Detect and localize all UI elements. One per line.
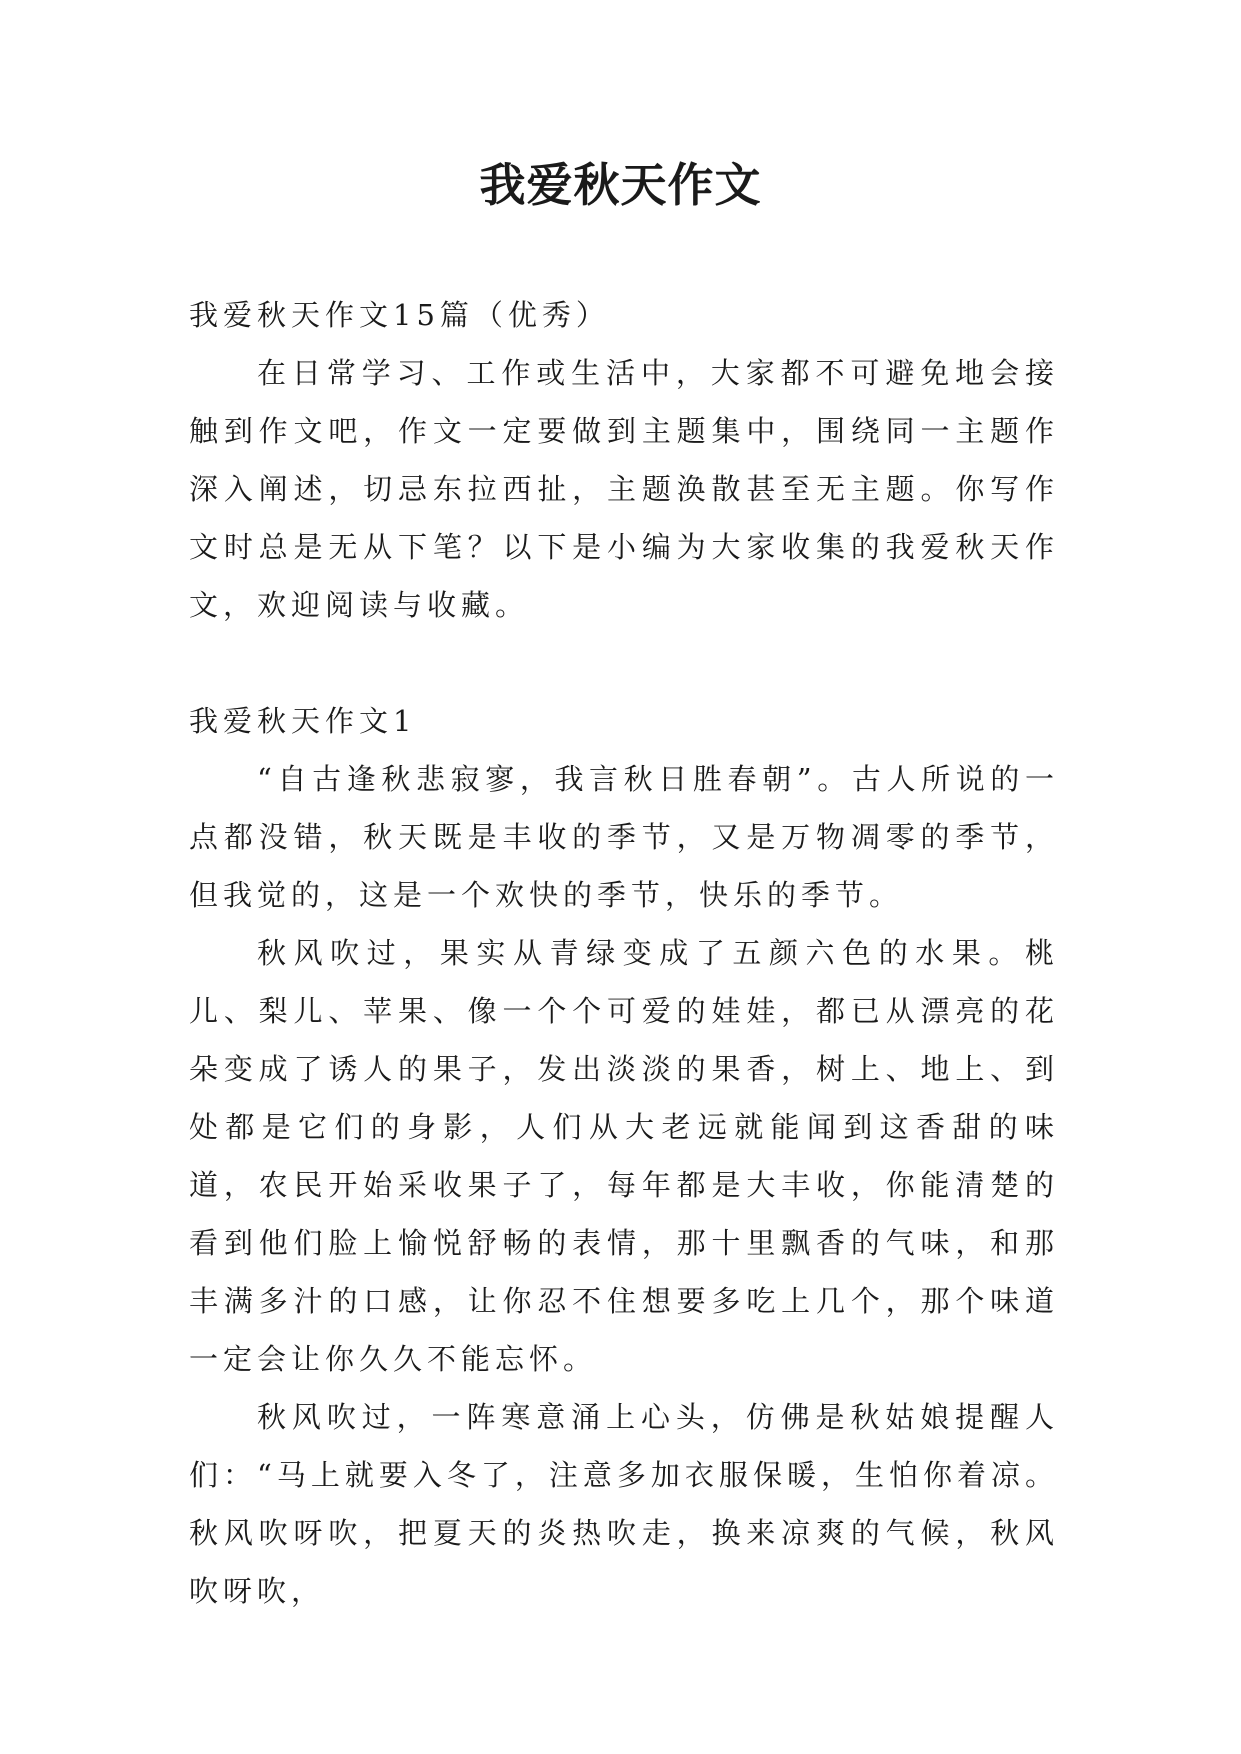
document-body xyxy=(189,286,1059,1620)
body-paragraph-2: 秋风吹过，果实从青绿变成了五颜六色的水果。桃儿、梨儿、苹果、像一个个可爱的娃娃，都已从漂亮的花朵变成了诱人的果子，发出淡淡的果香，树上、地上、到处都是它们的身影，人们从大老远就能闻到这香甜的味道，农民开始采收果子了，每年都是大丰收，你能清楚的看到他们脸上愉悦舒畅的表情，那十里飘香的气味，和那丰满多汁的口感，让你忍不住想要多吃上几个，那个味道一定会让你久久不能忘怀。 xyxy=(189,936,1059,1376)
intro-paragraph: 在日常学习、工作或生活中，大家都不可避免地会接触到作文吧，作文一定要做到主题集中，围绕同一主题作深入阐述，切忌东拉西扯，主题涣散甚至无主题。你写作文时总是无从下笔？以下是小编为大家收集的我爱秋天作文，欢迎阅读与收藏。 xyxy=(189,356,1059,622)
body-paragraph-1: “自古逢秋悲寂寥，我言秋日胜春朝”。古人所说的一点都没错，秋天既是丰收的季节，又是万物凋零的季节，但我觉的，这是一个欢快的季节，快乐的季节。 xyxy=(189,762,1059,912)
body-paragraph-3: 秋风吹过，一阵寒意涌上心头，仿佛是秋姑娘提醒人们：“马上就要入冬了，注意多加衣服保暖，生怕你着凉。秋风吹呀吹，把夏天的炎热吹走，换来凉爽的气候，秋风吹呀吹， xyxy=(189,1400,1059,1608)
document-subtitle: 我爱秋天作文15篇（优秀） xyxy=(189,298,610,332)
document-title: 我爱秋天作文 xyxy=(479,158,762,212)
section-heading: 我爱秋天作文1 xyxy=(189,704,417,738)
section-spacer xyxy=(189,634,1059,692)
